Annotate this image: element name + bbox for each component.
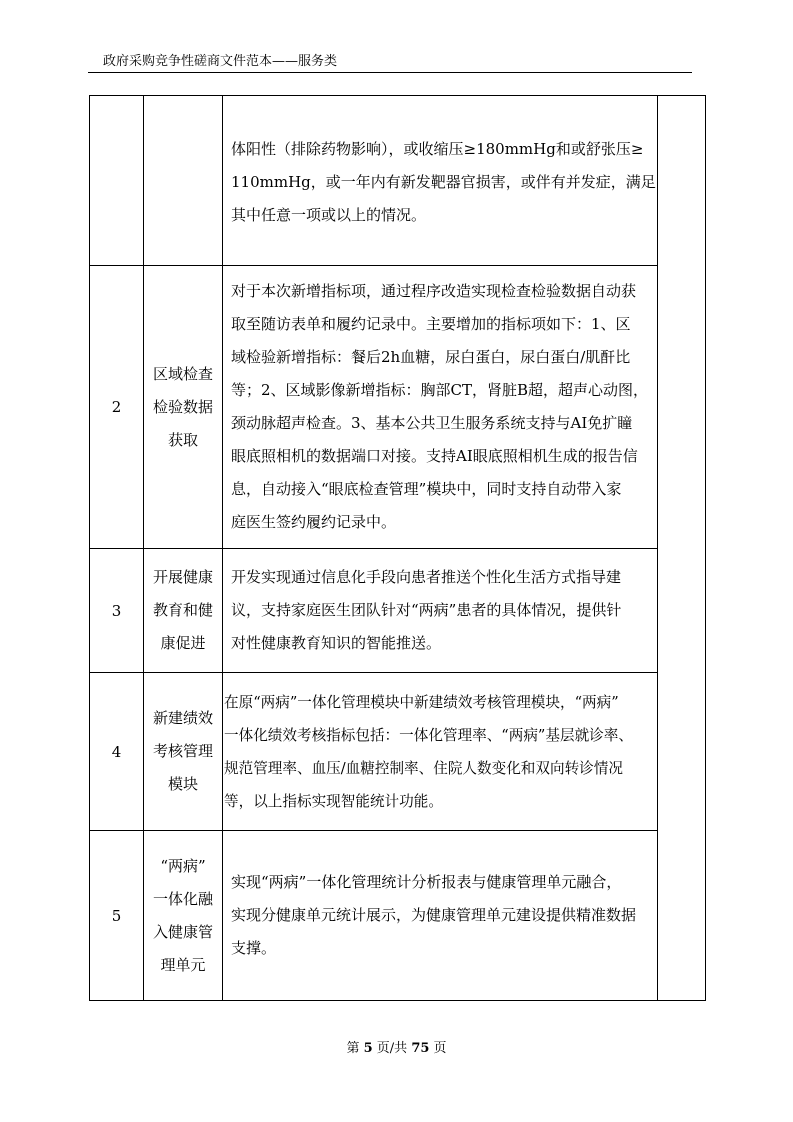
item-name-cell — [144, 96, 223, 266]
table-row — [90, 96, 706, 266]
item-name-cell — [144, 831, 223, 1001]
page-footer — [0, 1040, 793, 1058]
description-line: 其中任意一项或以上的情况。 — [231, 205, 427, 224]
item-description-cell — [223, 673, 658, 831]
item-name-cell — [144, 549, 223, 673]
item-name-line: 新建绩效 — [152, 709, 213, 727]
description-line: 息，自动接入“眼底检查管理”模块中，同时支持自动带入家 — [231, 480, 622, 498]
description-line: 实现“两病”一体化管理统计分析报表与健康管理单元融合， — [231, 873, 622, 891]
row-number-cell: 2 — [90, 266, 144, 549]
description-line: 庭医生签约履约记录中。 — [231, 513, 397, 531]
item-description-cell — [223, 266, 658, 549]
description-line: 在原“两病”一体化管理模块中新建绩效考核管理模块，“两病” — [224, 693, 619, 711]
description-line: 开发实现通过信息化手段向患者推送个性化生活方式指导建 — [231, 568, 622, 586]
table-row — [90, 266, 706, 549]
item-name-cell — [144, 673, 223, 831]
item-name-line: 模块 — [167, 775, 198, 793]
running-header: 政府采购竞争性磋商文件范本——服务类 — [103, 54, 338, 69]
description-line: 等，以上指标实现智能统计功能。 — [224, 792, 443, 810]
table-row — [90, 831, 706, 1001]
description-line: 一体化绩效考核指标包括：一体化管理率、“两病”基层就诊率、 — [224, 726, 633, 744]
item-description-cell — [223, 549, 658, 673]
total-page-count: 75 — [411, 1041, 430, 1056]
description-line: 对于本次新增指标项，通过程序改造实现检查检验数据自动获 — [231, 282, 637, 300]
item-name-line: 考核管理 — [152, 742, 213, 760]
item-description-cell — [223, 96, 658, 266]
table-row — [90, 673, 706, 831]
row-number-cell — [90, 96, 144, 266]
item-name-cell — [144, 266, 223, 549]
row-number-cell: 3 — [90, 549, 144, 673]
item-name-line: 入健康管 — [152, 922, 213, 941]
description-line: 110mmHg，或一年内有新发靶器官损害，或伴有并发症，满足 — [231, 172, 656, 191]
description-line: 对性健康教育知识的智能推送。 — [231, 634, 442, 652]
row-number-cell: 4 — [90, 673, 144, 831]
description-line: 议，支持家庭医生团队针对“两病”患者的具体情况，提供针 — [231, 601, 622, 619]
row-number-cell: 5 — [90, 831, 144, 1001]
description-line: 规范管理率、血压/血糖控制率、住院人数变化和双向转诊情况 — [224, 759, 623, 777]
footer-middle: 页/共 — [376, 1041, 408, 1056]
item-name-line: “两病” — [160, 856, 206, 875]
description-line: 实现分健康单元统计展示，为健康管理单元建设提供精准数据 — [231, 906, 637, 924]
table-row — [90, 549, 706, 673]
description-line: 域检验新增指标：餐后2h血糖，尿白蛋白，尿白蛋白/肌酐比 — [231, 348, 631, 366]
item-description-cell — [223, 831, 658, 1001]
description-line: 取至随访表单和履约记录中。主要增加的指标项如下：1、区 — [231, 315, 631, 333]
item-name-line: 理单元 — [160, 955, 206, 974]
item-name-line: 获取 — [167, 430, 198, 449]
description-line: 等；2、区域影像新增指标：胸部CT，肾脏B超，超声心动图， — [231, 381, 649, 399]
current-page-number: 5 — [363, 1041, 373, 1056]
item-name-line: 检验数据 — [152, 397, 213, 416]
item-name-line: 开展健康 — [152, 568, 213, 586]
remarks-cell — [658, 96, 706, 1001]
footer-suffix: 页 — [433, 1041, 447, 1056]
requirements-table — [89, 95, 706, 1001]
footer-prefix: 第 — [346, 1041, 360, 1056]
description-line: 颈动脉超声检查。3、基本公共卫生服务系统支持与AI免扩瞳 — [231, 414, 633, 432]
header-rule — [88, 72, 692, 73]
description-line: 眼底照相机的数据端口对接。支持AI眼底照相机生成的报告信 — [231, 447, 638, 465]
item-name-line: 教育和健 — [152, 601, 213, 619]
item-name-line: 康促进 — [160, 634, 206, 652]
description-line: 支撑。 — [231, 939, 277, 957]
item-name-line: 一体化融 — [152, 889, 213, 908]
description-line: 体阳性（排除药物影响），或收缩压≥180mmHg和或舒张压≥ — [231, 139, 644, 158]
item-name-line: 区域检查 — [152, 364, 213, 383]
